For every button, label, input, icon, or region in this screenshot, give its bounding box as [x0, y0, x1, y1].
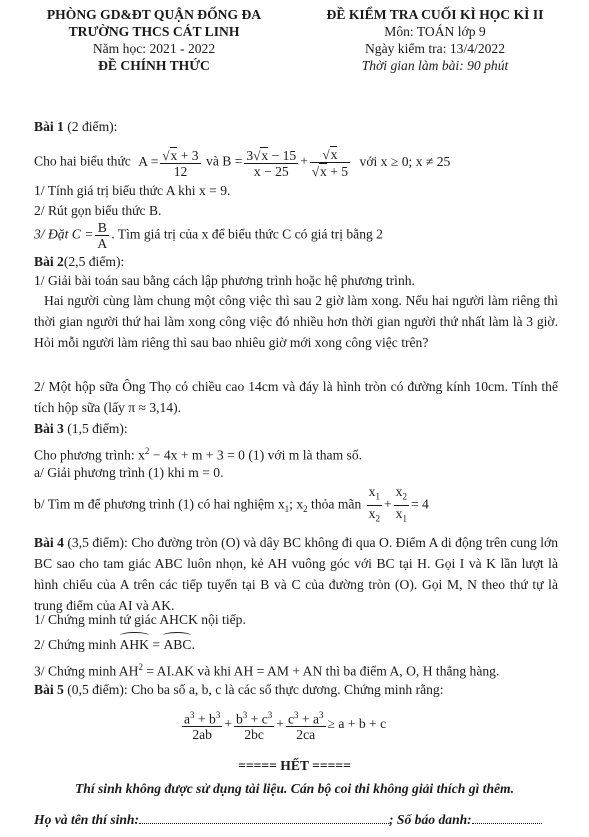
- bai3-equation: Cho phương trình: $x^2 - 4x + m + 3 = 0$ (1) với m là tham số.: [34, 446, 363, 463]
- expr-a-num: + 3: [180, 147, 199, 163]
- bai4-title: Bài 4: [34, 535, 64, 550]
- exam-title: ĐỀ KIỂM TRA CUỐI KÌ HỌC KÌ II: [326, 7, 544, 22]
- bai3-heading: [34, 420, 559, 438]
- x2-over-x1: $\frac{x_2}{x_1}$: [395, 484, 407, 524]
- candidate-info: [34, 811, 559, 829]
- bai5-title: Bài 5: [34, 682, 64, 697]
- subject: Môn: TOÁN lớp 9: [384, 24, 486, 39]
- q3-tail: . Tìm giá trị của x để biểu thức C có giá trị bằng 2: [111, 226, 383, 242]
- bai1-q2: 2/ Rút gọn biểu thức B.: [34, 203, 162, 218]
- q3-head: 3/ Đặt C =: [34, 226, 94, 242]
- q2-eq: =: [152, 637, 161, 652]
- bai2-q1: 1/ Giải bài toán sau bằng cách lập phương trình hoặc hệ phương trình.: [34, 273, 415, 288]
- bai4-problem: [34, 532, 558, 616]
- school-name: TRƯỜNG THCS CÁT LINH: [68, 24, 240, 39]
- conj: và: [206, 153, 219, 169]
- bai1-points: (2 điểm):: [67, 119, 118, 134]
- qb-tail: = 4: [410, 496, 429, 512]
- q2-end: .: [191, 637, 195, 652]
- c-den: A: [97, 236, 108, 251]
- bai4-q3: 3/ Chứng minh $AH^2 = AI.AK$ và khi AH = AM + AN thì ba điểm A, O, H thẳng hàng.: [34, 662, 500, 679]
- bai2-problem: Hai người cùng làm chung một công việc thì sau 2 giờ làm xong. Nếu hai người làm riêng thì thời gian người thứ hai làm xong công việc đó nhiều hơn thời gian người thứ nhất làm là 3 giờ. Hỏi mỗi người làm riêng thì sau bao nhiêu giờ mới xong công việc trên?: [34, 293, 558, 350]
- name-label: Họ và tên thí sinh:: [34, 812, 139, 827]
- bai4-text: Cho đường tròn (O) và dây BC không đi qua O. Điểm A di động trên cung lớn BC sao cho tam giác ABC luôn nhọn, kẻ AH vuông góc với BC tại H. Gọi I và K lần lượt là hình chiếu của A trên các tiếp tuyến tại B và C của đường tròn (O). Gọi M, N theo thứ tự là trung điểm của AI và AK.: [34, 535, 559, 613]
- bai4-points: (3,5 điểm):: [67, 535, 128, 550]
- qb-cond: thỏa mãn: [311, 496, 362, 512]
- c-num: B: [95, 220, 109, 236]
- eq-tail: − 4x + m + 3 = 0 (1) với m là tham số.: [152, 447, 363, 463]
- expr-b-frac2: $\frac{√x}{√x + 5}$: [311, 147, 349, 179]
- bai2-heading: [34, 253, 559, 271]
- bai5-inequality: $\frac{a^3 + b^3}{2ab}$ + $\frac{b^3 + c^3}{2bc}$ + $\frac{c^3 + a^3}{2ca}$ ≥ a + b + c: [184, 709, 387, 743]
- exam-date: Ngày kiểm tra: 13/4/2022: [364, 41, 506, 56]
- qb-mid: ; x: [289, 496, 304, 512]
- bai2-title: Bài 2: [34, 254, 64, 269]
- bai1-intro: Cho hai biểu thức: [34, 153, 131, 169]
- c-fraction: [95, 220, 109, 251]
- bai4-q2: [34, 633, 559, 654]
- ineq-frac1: $\frac{a^3 + b^3}{2ab}$: [184, 709, 221, 743]
- b-den1: x − 25: [253, 163, 289, 179]
- expr-a-fraction: $\frac{√x + 3}{12}$: [162, 147, 199, 179]
- b-num1-tail: − 15: [271, 147, 297, 163]
- department-name: PHÒNG GD&ĐT QUẬN ĐỐNG ĐA: [46, 7, 262, 22]
- name-blank: [139, 811, 389, 824]
- header-right: [300, 6, 570, 74]
- bai1-heading: [34, 118, 559, 136]
- angle-abc: ABC: [163, 633, 191, 654]
- expr-b-frac1: $\frac{3√x - 15}{x - 25}$: [246, 147, 297, 179]
- b-num1-head: 3: [246, 147, 254, 163]
- bai2-points: (2,5 điểm):: [63, 254, 125, 269]
- bai3-qa: a/ Giải phương trình (1) khi m = 0.: [34, 465, 224, 480]
- bai2-q2: 2/ Một hộp sữa Ông Thọ có chiều cao 14cm và đáy là hình tròn có đường kính 10cm. Tính thể tích hộp sữa (lấy π ≈ 3,14).: [34, 379, 558, 415]
- school-year: Năm học: 2021 - 2022: [92, 41, 216, 56]
- ineq-frac2: $\frac{b^3 + c^3}{2bc}$: [235, 709, 273, 743]
- bai1-title: Bài 1: [34, 119, 64, 134]
- expr-b-label: B =: [222, 153, 243, 169]
- bai5-heading: [34, 681, 559, 699]
- exam-note: Thí sinh không được sử dụng tài liệu. Cán bộ coi thi không giải thích gì thêm.: [74, 781, 515, 796]
- exam-duration: Thời gian làm bài: 90 phút: [361, 58, 509, 73]
- official-label: ĐỀ CHÍNH THỨC: [98, 58, 210, 73]
- x1-over-x2: $\frac{x_1}{x_2}$: [368, 484, 380, 524]
- q3-ah-tail: = AI.AK và khi AH = AM + AN thì ba điểm A, O, H thẳng hàng.: [146, 663, 500, 679]
- bai3-title: Bài 3: [34, 421, 64, 436]
- header-left: [24, 6, 284, 74]
- bai4-q1: 1/ Chứng minh tứ giác AHCK nội tiếp.: [34, 612, 246, 627]
- bai5-points: (0,5 điểm):: [67, 682, 128, 697]
- sbd-label: ; Số báo danh:: [389, 812, 472, 827]
- bai3-qb: b/ Tìm m để phương trình (1) có hai nghiệm $x_1$; $x_2$ thỏa mãn $\frac{x_1}{x_2}$ + $\frac{x_2}{x_1}$ = 4: [34, 484, 559, 527]
- qb-head: b/ Tìm m để phương trình (1) có hai nghiệm x: [34, 496, 285, 512]
- bai5-text: Cho ba số a, b, c là các số thực dương. Chứng minh rằng:: [131, 682, 444, 697]
- expr-a-label: A =: [138, 153, 159, 169]
- eq-head: Cho phương trình: x: [34, 447, 145, 463]
- angle-ahk: AHK: [120, 633, 149, 654]
- bai1-q1: 1/ Tính giá trị biểu thức A khi x = 9.: [34, 183, 231, 198]
- q3-ah: 3/ Chứng minh AH: [34, 663, 139, 679]
- bai3-points: (1,5 điểm):: [67, 421, 128, 436]
- ineq-frac3: $\frac{c^3 + a^3}{2ca}$: [287, 709, 324, 743]
- end-marker: ===== HẾT =====: [238, 758, 351, 773]
- expr-a-den: 12: [173, 163, 188, 179]
- sbd-blank: [472, 811, 542, 824]
- q2-head: 2/ Chứng minh: [34, 637, 117, 652]
- b-den2-tail: + 5: [330, 164, 349, 179]
- bai1-condition: với x ≥ 0; x ≠ 25: [359, 153, 451, 169]
- ineq-tail: ≥ a + b + c: [327, 716, 387, 731]
- bai1-q3: [34, 220, 559, 251]
- plus-sign: +: [300, 153, 308, 169]
- bai1-expressions: [34, 146, 559, 179]
